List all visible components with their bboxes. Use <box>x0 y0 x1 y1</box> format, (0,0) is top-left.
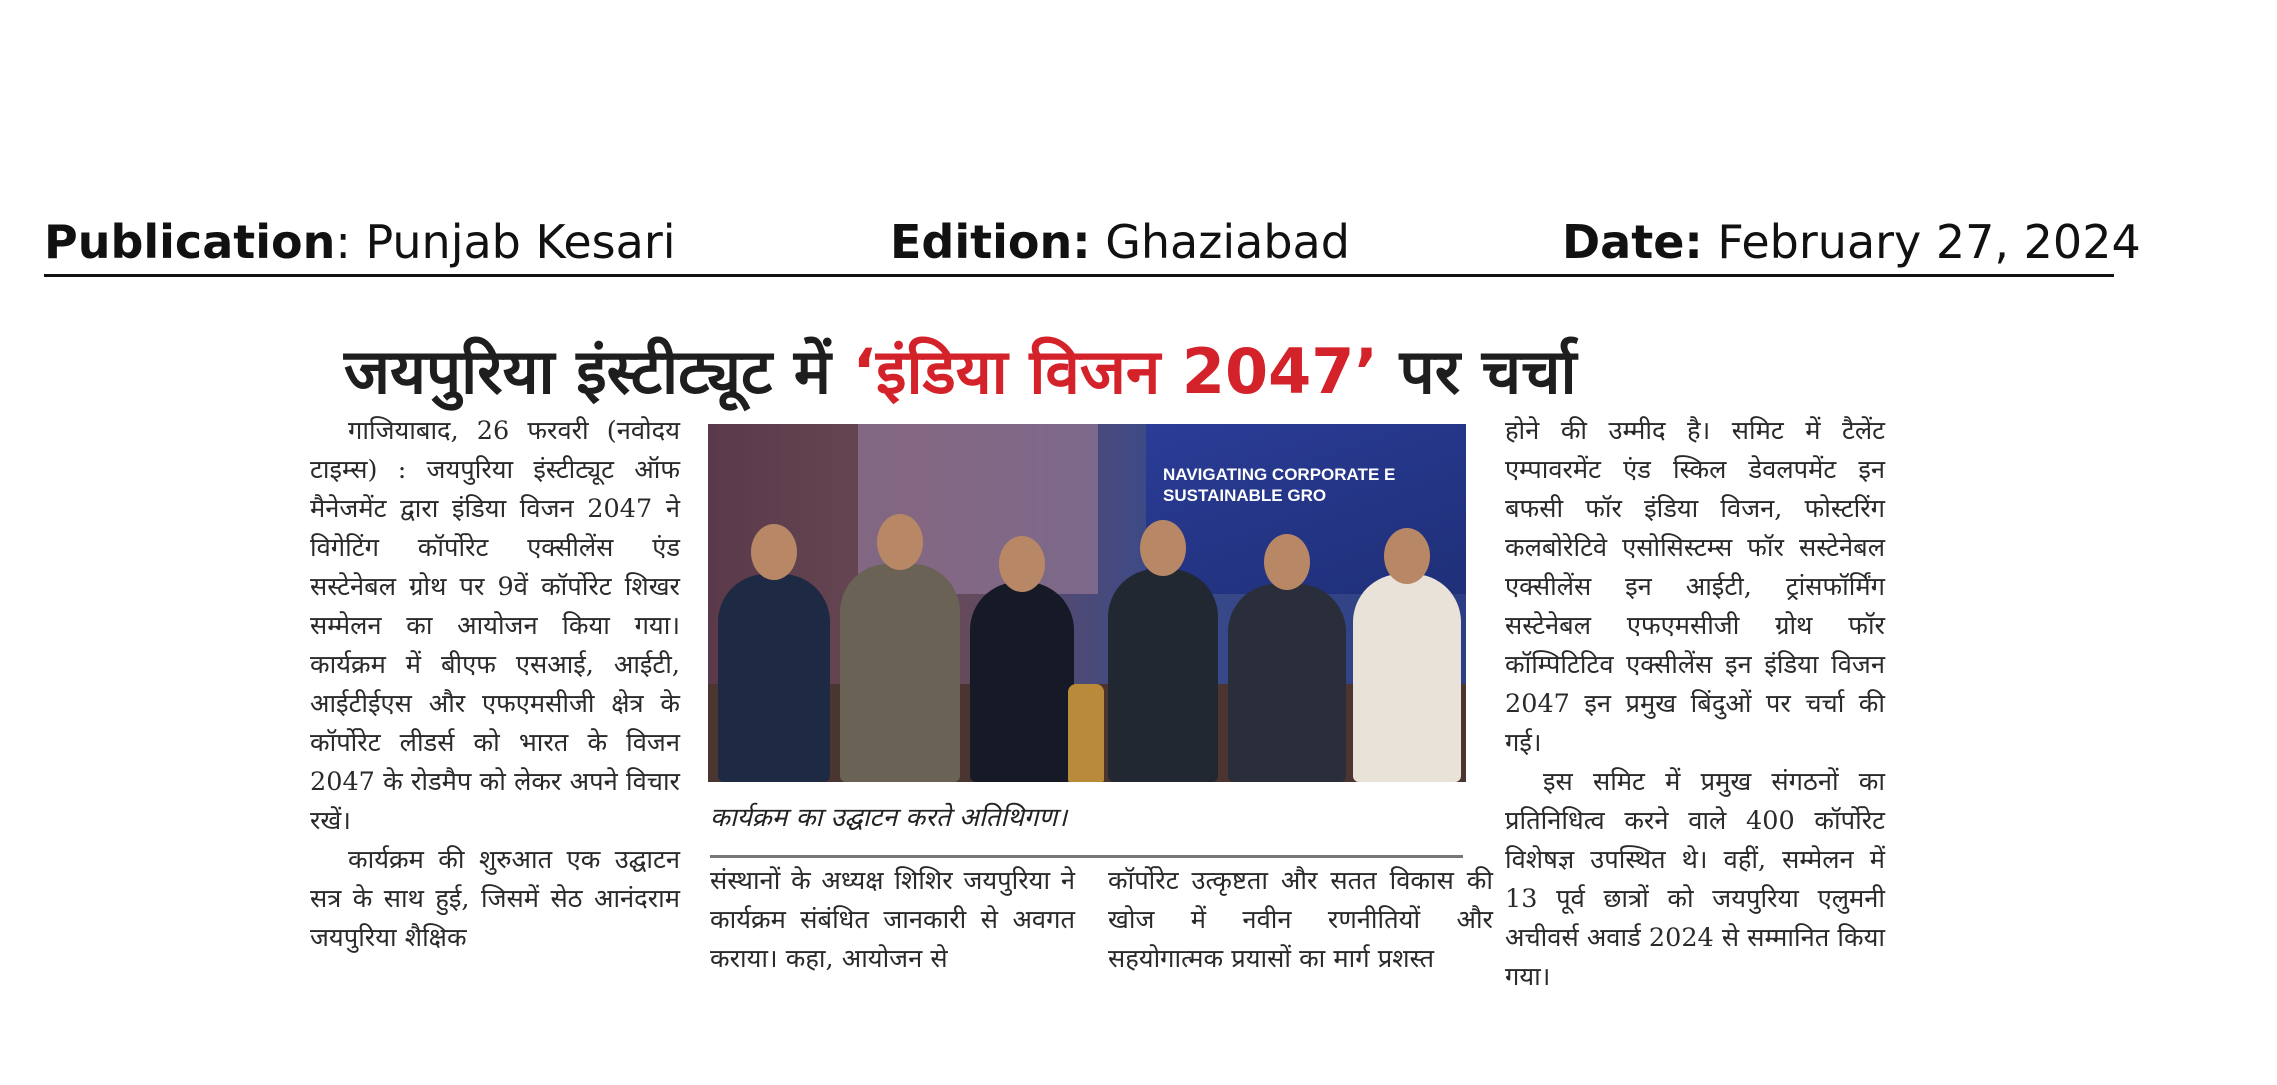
publication-value: : Punjab Kesari <box>335 215 676 269</box>
column-2-paragraph: संस्थानों के अध्यक्ष शिशिर जयपुरिया ने कार्यक्रम संबंधित जानकारी से अवगत कराया। कहा, आयोजन से <box>710 866 1075 974</box>
article-column-1 <box>310 412 680 958</box>
guest-head <box>877 514 923 570</box>
column-4-paragraph-1: होने की उम्मीद है। समिट में टैलेंट एम्पावरमेंट एंड स्किल डेवलपमेंट इन बफसी फॉर इंडिया विजन, फोस्टरिंग कलबोरेटिवे एसोसिस्टम्स फॉर सस्टेनेबल एक्सीलेंस इन आईटी, ट्रांसफॉर्मिंग सस्टेनेबल एफएमसीजी ग्रोथ फॉर कॉम्पिटिटिव एक्सीलेंस इन इंडिया विजन 2047 इन प्रमुख बिंदुओं पर चर्चा की गई। <box>1505 416 1885 758</box>
guest-figure <box>1108 569 1218 782</box>
section-divider <box>710 855 1463 858</box>
article-headline <box>344 326 1864 418</box>
date-value: February 27, 2024 <box>1702 215 2141 269</box>
publication-label: Publication <box>44 215 336 269</box>
guest-figure <box>970 582 1074 782</box>
ceremonial-lamp <box>1068 684 1104 782</box>
column-1-paragraph-2: कार्यक्रम की शुरुआत एक उद्घाटन सत्र के साथ हुई, जिसमें सेठ आनंदराम जयपुरिया शैक्षिक <box>310 845 680 953</box>
guest-figure <box>718 574 830 782</box>
edition-field <box>890 210 1350 274</box>
guest-figure <box>1353 574 1461 782</box>
column-3-paragraph: कॉर्पोरेट उत्कृष्टता और सतत विकास की खोज में नवीन रणनीतियों और सहयोगात्मक प्रयासों का मार्ग प्रशस्त <box>1108 866 1493 974</box>
guest-figure <box>1228 584 1346 782</box>
guest-head <box>751 524 797 580</box>
column-1-paragraph-1: गाजियाबाद, 26 फरवरी (नवोदय टाइम्स) : जयपुरिया इंस्टीट्यूट ऑफ मैनेजमेंट द्वारा इंडिया विजन 2047 ने विगेटिंग कॉर्पोरेट एक्सीलेंस एंड सस्टेनेबल ग्रोथ पर 9वें कॉर्पोरेट शिखर सम्मेलन का आयोजन किया गया। कार्यक्रम में बीएफ एसआई, आईटी, आईटीईएस और एफएमसीजी क्षेत्र के कॉर्पोरेट लीडर्स को भारत के विजन 2047 के रोडमैप को लेकर अपने विचार रखें। <box>310 416 680 836</box>
stage-screen-text: NAVIGATING CORPORATE E SUSTAINABLE GRO <box>1163 465 1396 505</box>
headline-part-1: जयपुरिया इंस्टीट्यूट में <box>344 335 853 408</box>
headline-part-2: पर चर्चा <box>1377 335 1577 408</box>
article-column-3 <box>1108 862 1493 979</box>
headline-highlight: ‘इंडिया विजन 2047’ <box>852 335 1378 408</box>
publication-field <box>44 210 676 274</box>
newspaper-clipping <box>300 312 1895 992</box>
event-photo <box>708 424 1466 782</box>
guest-figure <box>840 564 960 782</box>
article-column-4 <box>1505 412 1885 997</box>
article-column-2 <box>710 862 1075 979</box>
edition-label: Edition: <box>890 215 1091 269</box>
guest-head <box>1140 520 1186 576</box>
photo-caption: कार्यक्रम का उद्घाटन करते अतिथिगण। <box>710 803 1068 833</box>
date-field <box>1562 210 2141 274</box>
guest-head <box>1264 534 1310 590</box>
edition-value: Ghaziabad <box>1090 215 1350 269</box>
guest-head <box>1384 528 1430 584</box>
publication-details-line <box>44 210 2141 277</box>
column-4-paragraph-2: इस समिट में प्रमुख संगठनों का प्रतिनिधित्व करने वाले 400 कॉर्पोरेट विशेषज्ञ उपस्थित थे। वहीं, सम्मेलन में 13 पूर्व छात्रों को जयपुरिया एलुमनी अचीवर्स अवार्ड 2024 से सम्मानित किया गया। <box>1505 767 1885 992</box>
date-label: Date: <box>1562 215 1703 269</box>
guest-head <box>999 536 1045 592</box>
